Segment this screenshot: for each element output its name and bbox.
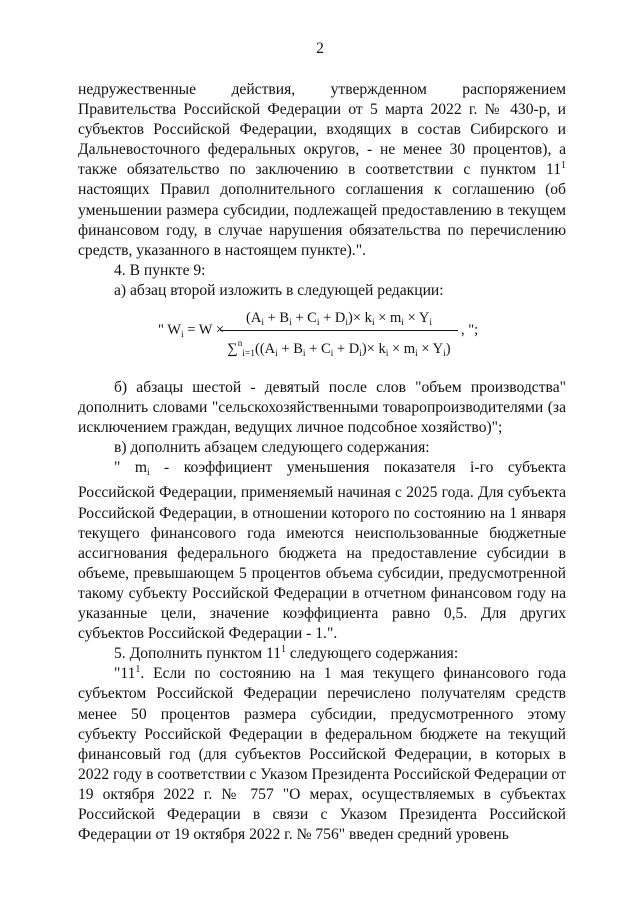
superscript: 1	[561, 160, 566, 172]
paragraph-text: настоящих Правил дополнительного соглашения к соглашению (об уменьшении размера субсидии, подлежащей предоставлению в текущем финансовом году, в случае нарушения обязательства по перечислению средств, указанного в настоящем пункте).".	[78, 181, 566, 259]
paragraph-group-2	[78, 378, 566, 845]
paragraph-item-4: 4. В пункте 9:	[114, 261, 206, 279]
formula-numerator: $(A_i + B_i + C_i + D_i)\times k_i \times m_i \times Y_i$	[246, 310, 432, 328]
paragraph-continuation	[78, 80, 566, 301]
paragraph-item-5: 5. Дополнить пунктом $11^1$ следующего содержания:	[114, 644, 459, 663]
paragraph-text: недружественные действия, утвержденном распоряжением Правительства Российской Федерации от 5 марта 2022 г. № 430-р, и субъектов Российской Федерации, входящих в состав Сибирского и Дальневосточного федеральных округов, - не менее 30 процентов), а также обязательство по заключению в соответствии с пунктом 11	[78, 81, 566, 179]
fraction-bar	[220, 330, 458, 331]
paragraph-11-1: "$11^1$. Если по состоянию на 1 мая текущего финансового года субъектом Российской Федерации перечислено получателям средств менее 50 процентов размера субсидии, предусмотренного этому субъекту Российской Федерации в федеральном бюджете на текущий финансовый год (для субъектов Российской Федерации, в которых в 2022 году в соответствии с Указом Президента Российской Федерации от 19 октября 2022 г. № 757 "О мерах, осуществляемых в субъектах Российской Федерации в связи с Указом Президента Российской Федерации от 19 октября 2022 г. № 756" введен средний уровень	[78, 664, 566, 844]
paragraph-item-v: в) дополнить абзацем следующего содержания:	[114, 439, 430, 457]
formula-fraction	[220, 308, 458, 365]
formula-denominator: $\sum^n_{i=1}((A_i + B_i + C_i + D_i)\times k_i \times m_i \times Y_i)$	[227, 338, 451, 359]
page-number: 2	[316, 40, 324, 57]
paragraph-item-b: б) абзацы шестой - девятый после слов "объем производства" дополнить словами "сельскохозяйственными товаропроизводителями (за исключением граждан, ведущих личное подсобное хозяйство)";	[78, 379, 566, 437]
paragraph-item-a: а) абзац второй изложить в следующей редакции:	[114, 281, 444, 299]
paragraph-mi: " $m_i$ - коэффициент уменьшения показателя i-го субъекта Российской Федерации, применяемый начиная с 2025 года. Для субъекта Российской Федерации, в отношении которого по состоянию на 1 января текущего финансового года имеются неиспользованные бюджетные ассигнования федерального бюджета на предоставление субсидии в объеме, превышающем 5 процентов объема субсидии, предусмотренной такому субъекту Российской Федерации в отчетном финансовом году на указанные цели, значение коэффициента равно 0,5. Для других субъектов Российской Федерации - 1.".	[78, 459, 566, 643]
formula-wi: " $W_i = W$ × $(A_i + B_i + C_i + D_i)\times k_i \times m_i \times Y_i$ $\sum^n_{i=1}((A_i + B_i + C_i + D_i)\times k_i \times m_i \times Y_i)$ , ";	[158, 308, 518, 358]
